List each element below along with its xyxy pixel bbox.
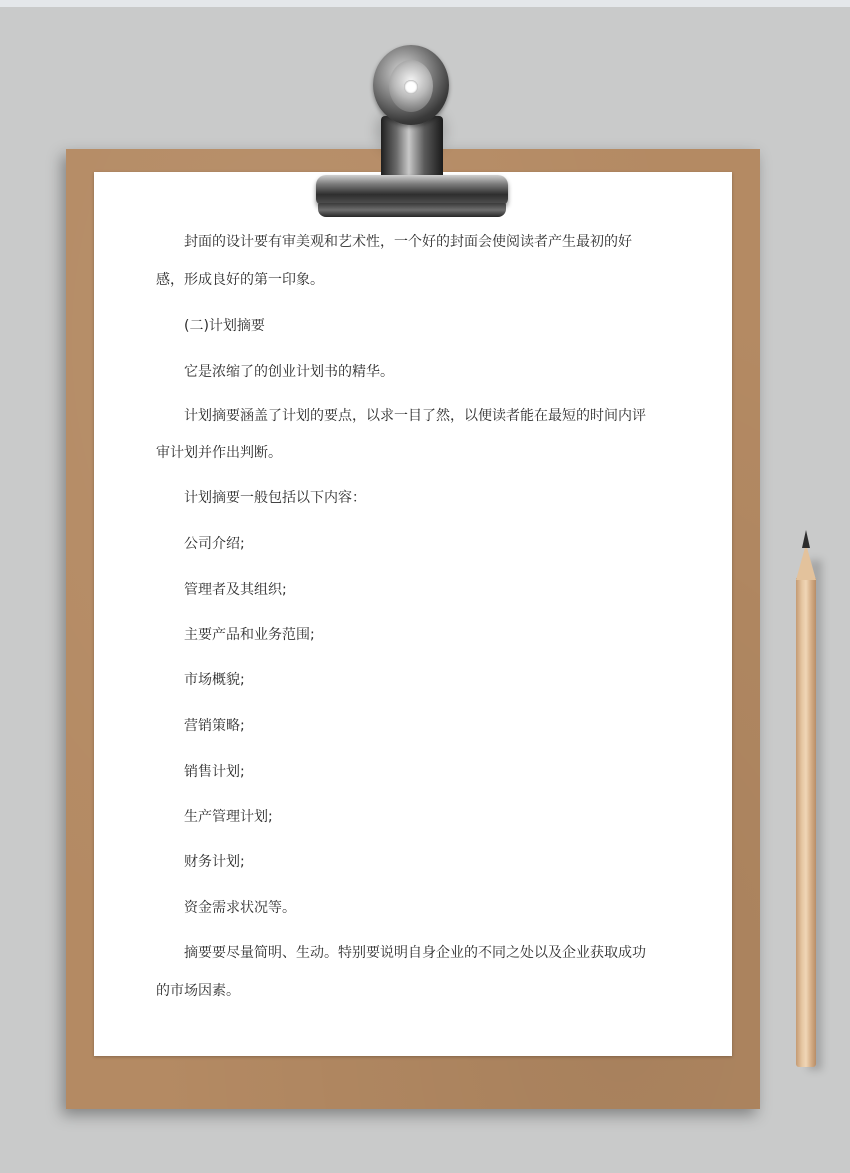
list-item: 公司介绍; [184,536,245,552]
list-item: 管理者及其组织; [184,582,287,598]
list-item: 生产管理计划; [184,809,273,825]
paragraph-line: 的市场因素。 [156,983,240,999]
paragraph-line: 它是浓缩了的创业计划书的精华。 [184,364,394,380]
section-heading: (二)计划摘要 [184,318,265,334]
list-item: 销售计划; [184,764,245,780]
binder-clip-neck [381,116,443,182]
pencil-tip [796,544,816,580]
top-strip [0,0,850,7]
paragraph-line: 封面的设计要有审美观和艺术性，一个好的封面会使阅读者产生最初的好 [184,234,632,250]
binder-clip-base [316,175,508,205]
paragraph-line: 感，形成良好的第一印象。 [156,272,324,288]
list-item: 市场概貌; [184,672,245,688]
list-item: 主要产品和业务范围; [184,627,315,643]
paragraph-line: 计划摘要涵盖了计划的要点，以求一目了然，以便读者能在最短的时间内评 [184,408,646,424]
paper-sheet [94,172,732,1056]
paragraph-line: 摘要要尽量简明、生动。特别要说明自身企业的不同之处以及企业获取成功 [184,945,646,961]
paragraph-line: 计划摘要一般包括以下内容： [184,490,366,506]
pencil-icon [796,578,816,1067]
binder-clip-hole [404,80,418,94]
binder-clip-lip [318,203,506,217]
list-item: 财务计划; [184,854,245,870]
paragraph-line: 审计划并作出判断。 [156,445,282,461]
list-item: 资金需求状况等。 [184,900,296,916]
pencil-lead [802,530,810,548]
list-item: 营销策略; [184,718,245,734]
